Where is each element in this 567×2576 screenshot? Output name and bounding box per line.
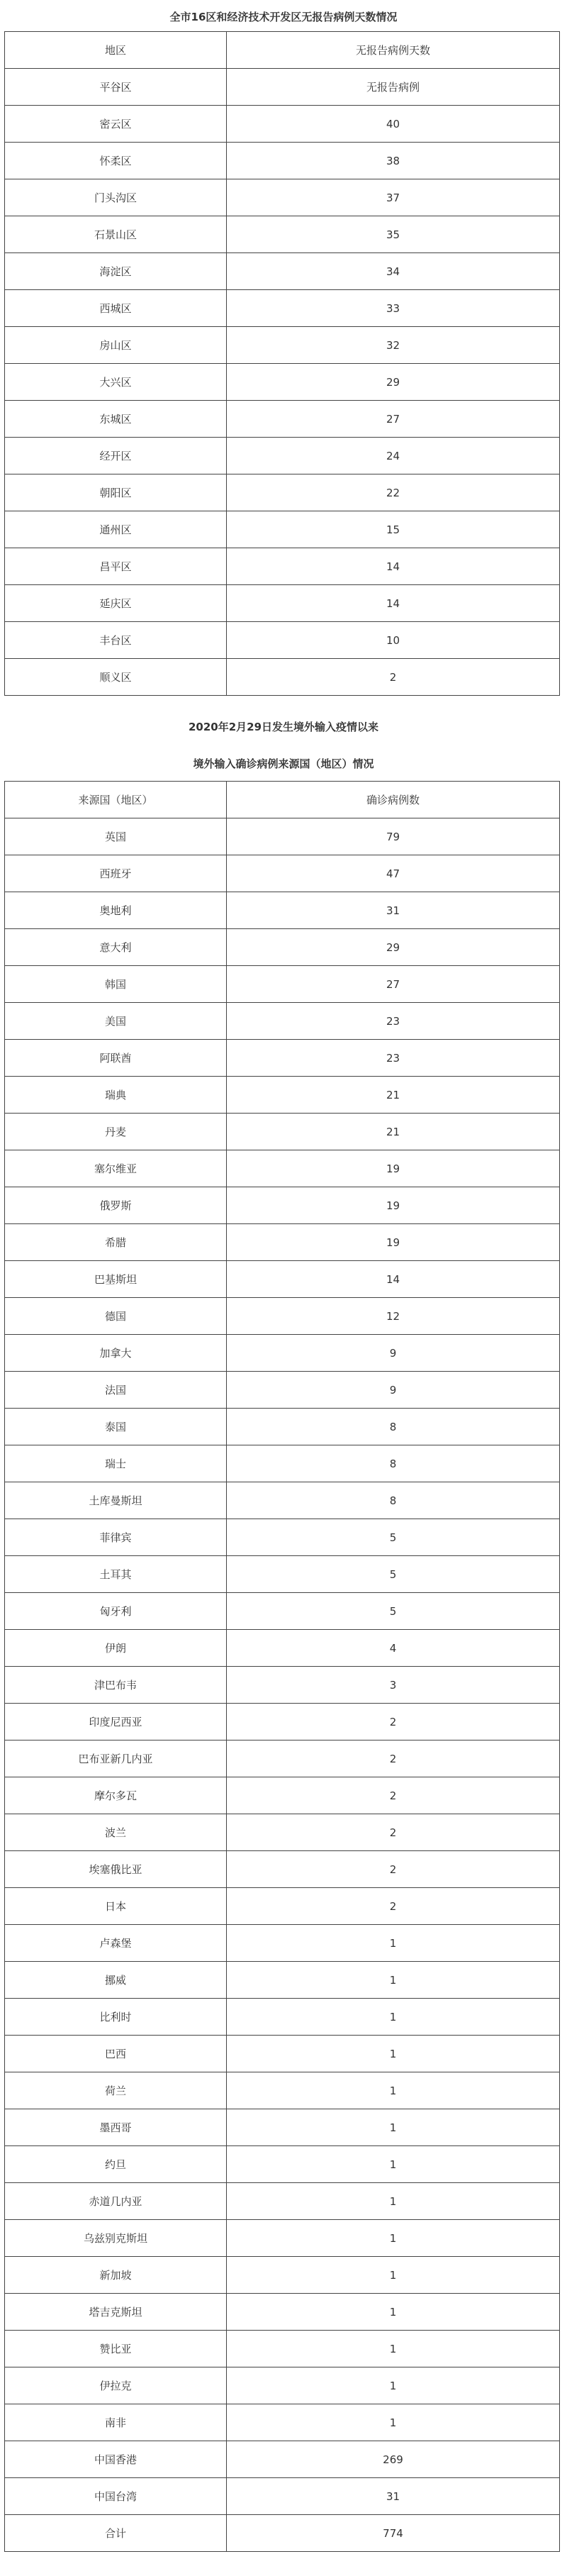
row-label-cell: 希腊	[5, 1224, 227, 1261]
row-value-cell: 9	[227, 1372, 560, 1409]
row-value-cell: 1	[227, 2183, 560, 2220]
table-row	[5, 1667, 560, 1704]
row-value-cell: 1	[227, 2109, 560, 2146]
table-row	[5, 1224, 560, 1261]
table-row	[5, 1704, 560, 1741]
row-label-cell: 通州区	[5, 511, 227, 548]
row-value-cell: 1	[227, 1962, 560, 1999]
row-label-cell: 丰台区	[5, 622, 227, 659]
table-row	[5, 892, 560, 929]
row-label-cell: 德国	[5, 1298, 227, 1335]
imported-cases-table	[4, 781, 560, 2552]
row-value-cell: 32	[227, 327, 560, 364]
row-value-cell: 4	[227, 1630, 560, 1667]
header-cell-district: 地区	[5, 32, 227, 69]
table-row	[5, 2441, 560, 2478]
row-value-cell: 34	[227, 253, 560, 290]
row-label-cell: 丹麦	[5, 1114, 227, 1150]
row-label-cell: 卢森堡	[5, 1925, 227, 1962]
header-cell-count: 确诊病例数	[227, 782, 560, 818]
table-row	[5, 253, 560, 290]
row-value-cell: 15	[227, 511, 560, 548]
row-value-cell: 1	[227, 1999, 560, 2036]
table-row	[5, 1445, 560, 1482]
table-row	[5, 474, 560, 511]
row-value-cell: 2	[227, 1888, 560, 1925]
row-value-cell: 1	[227, 2146, 560, 2183]
row-value-cell: 8	[227, 1409, 560, 1445]
table-row	[5, 2515, 560, 2552]
table-row	[5, 1114, 560, 1150]
table-header-row	[5, 782, 560, 818]
row-value-cell: 1	[227, 2367, 560, 2404]
row-value-cell: 14	[227, 1261, 560, 1298]
row-label-cell: 加拿大	[5, 1335, 227, 1372]
table-row	[5, 548, 560, 585]
table-row	[5, 106, 560, 143]
row-label-cell: 墨西哥	[5, 2109, 227, 2146]
table-row	[5, 659, 560, 696]
row-value-cell: 21	[227, 1114, 560, 1150]
row-label-cell: 土耳其	[5, 1556, 227, 1593]
row-label-cell: 奥地利	[5, 892, 227, 929]
row-label-cell: 伊朗	[5, 1630, 227, 1667]
row-value-cell: 14	[227, 548, 560, 585]
row-value-cell: 27	[227, 966, 560, 1003]
row-label-cell: 新加坡	[5, 2257, 227, 2294]
row-value-cell: 2	[227, 1777, 560, 1814]
row-label-cell: 昌平区	[5, 548, 227, 585]
row-label-cell: 比利时	[5, 1999, 227, 2036]
table-row	[5, 585, 560, 622]
row-value-cell: 2	[227, 1704, 560, 1741]
row-label-cell: 顺义区	[5, 659, 227, 696]
table2-title-line2: 境外输入确诊病例来源国（地区）情况	[193, 757, 374, 770]
row-value-cell: 2	[227, 1814, 560, 1851]
row-value-cell: 14	[227, 585, 560, 622]
row-value-cell: 1	[227, 1925, 560, 1962]
row-value-cell: 1	[227, 2331, 560, 2367]
row-label-cell: 怀柔区	[5, 143, 227, 179]
table-row	[5, 1999, 560, 2036]
row-label-cell: 英国	[5, 818, 227, 855]
table-row	[5, 2367, 560, 2404]
row-label-cell: 阿联酋	[5, 1040, 227, 1077]
row-label-cell: 石景山区	[5, 216, 227, 253]
table-row	[5, 179, 560, 216]
table-row	[5, 818, 560, 855]
table1-title: 全市16区和经济技术开发区无报告病例天数情况	[169, 11, 398, 23]
row-label-cell: 合计	[5, 2515, 227, 2552]
row-label-cell: 延庆区	[5, 585, 227, 622]
row-value-cell: 37	[227, 179, 560, 216]
row-value-cell: 1	[227, 2257, 560, 2294]
row-value-cell: 5	[227, 1593, 560, 1630]
table-row	[5, 1150, 560, 1187]
row-label-cell: 密云区	[5, 106, 227, 143]
table-row	[5, 1482, 560, 1519]
row-label-cell: 意大利	[5, 929, 227, 966]
table-header-row	[5, 32, 560, 69]
row-value-cell: 8	[227, 1445, 560, 1482]
header-cell-days: 无报告病例天数	[227, 32, 560, 69]
row-label-cell: 东城区	[5, 401, 227, 438]
row-value-cell: 1	[227, 2072, 560, 2109]
table-row	[5, 1851, 560, 1888]
row-value-cell: 24	[227, 438, 560, 474]
table-row	[5, 2257, 560, 2294]
row-label-cell: 匈牙利	[5, 1593, 227, 1630]
table-row	[5, 2294, 560, 2331]
row-label-cell: 约旦	[5, 2146, 227, 2183]
row-label-cell: 伊拉克	[5, 2367, 227, 2404]
row-value-cell: 3	[227, 1667, 560, 1704]
row-value-cell: 31	[227, 2478, 560, 2515]
table-row	[5, 1962, 560, 1999]
row-label-cell: 瑞典	[5, 1077, 227, 1114]
row-value-cell: 47	[227, 855, 560, 892]
row-value-cell: 1	[227, 2220, 560, 2257]
row-value-cell: 无报告病例	[227, 69, 560, 106]
row-label-cell: 美国	[5, 1003, 227, 1040]
table-row	[5, 1261, 560, 1298]
table-row	[5, 2331, 560, 2367]
row-value-cell: 1	[227, 2404, 560, 2441]
row-value-cell: 33	[227, 290, 560, 327]
row-label-cell: 赤道几内亚	[5, 2183, 227, 2220]
row-label-cell: 印度尼西亚	[5, 1704, 227, 1741]
row-value-cell: 8	[227, 1482, 560, 1519]
row-label-cell: 俄罗斯	[5, 1187, 227, 1224]
row-label-cell: 塞尔维亚	[5, 1150, 227, 1187]
table-row	[5, 1077, 560, 1114]
row-label-cell: 埃塞俄比亚	[5, 1851, 227, 1888]
row-value-cell: 79	[227, 818, 560, 855]
table-row	[5, 2183, 560, 2220]
row-label-cell: 大兴区	[5, 364, 227, 401]
no-case-days-table	[4, 31, 560, 696]
table-row	[5, 2036, 560, 2072]
row-label-cell: 中国台湾	[5, 2478, 227, 2515]
row-label-cell: 中国香港	[5, 2441, 227, 2478]
table-row	[5, 327, 560, 364]
row-value-cell: 31	[227, 892, 560, 929]
table-row	[5, 1888, 560, 1925]
table-row	[5, 69, 560, 106]
row-value-cell: 19	[227, 1224, 560, 1261]
row-value-cell: 27	[227, 401, 560, 438]
row-label-cell: 土库曼斯坦	[5, 1482, 227, 1519]
row-value-cell: 19	[227, 1187, 560, 1224]
row-label-cell: 巴基斯坦	[5, 1261, 227, 1298]
table-row	[5, 1925, 560, 1962]
row-label-cell: 朝阳区	[5, 474, 227, 511]
table-row	[5, 622, 560, 659]
row-label-cell: 塔吉克斯坦	[5, 2294, 227, 2331]
row-value-cell: 2	[227, 659, 560, 696]
row-label-cell: 门头沟区	[5, 179, 227, 216]
table-row	[5, 1519, 560, 1556]
row-label-cell: 荷兰	[5, 2072, 227, 2109]
table-row	[5, 1040, 560, 1077]
row-label-cell: 菲律宾	[5, 1519, 227, 1556]
row-label-cell: 巴西	[5, 2036, 227, 2072]
row-value-cell: 35	[227, 216, 560, 253]
header-cell-origin: 来源国（地区）	[5, 782, 227, 818]
table-row	[5, 143, 560, 179]
table-row	[5, 1187, 560, 1224]
row-value-cell: 2	[227, 1741, 560, 1777]
table-row	[5, 2146, 560, 2183]
row-value-cell: 9	[227, 1335, 560, 1372]
table-row	[5, 1372, 560, 1409]
row-value-cell: 38	[227, 143, 560, 179]
row-value-cell: 1	[227, 2294, 560, 2331]
row-label-cell: 巴布亚新几内亚	[5, 1741, 227, 1777]
table-row	[5, 2478, 560, 2515]
table-row	[5, 1741, 560, 1777]
table-row	[5, 1298, 560, 1335]
row-label-cell: 法国	[5, 1372, 227, 1409]
row-label-cell: 赞比亚	[5, 2331, 227, 2367]
row-label-cell: 经开区	[5, 438, 227, 474]
row-label-cell: 乌兹别克斯坦	[5, 2220, 227, 2257]
table-row	[5, 1814, 560, 1851]
row-value-cell: 23	[227, 1003, 560, 1040]
row-value-cell: 5	[227, 1556, 560, 1593]
row-value-cell: 19	[227, 1150, 560, 1187]
table-row	[5, 2404, 560, 2441]
table-row	[5, 1777, 560, 1814]
row-value-cell: 10	[227, 622, 560, 659]
table-row	[5, 1335, 560, 1372]
row-value-cell: 1	[227, 2036, 560, 2072]
table-row	[5, 929, 560, 966]
table-row	[5, 966, 560, 1003]
row-label-cell: 南非	[5, 2404, 227, 2441]
row-value-cell: 29	[227, 929, 560, 966]
table-row	[5, 401, 560, 438]
row-value-cell: 5	[227, 1519, 560, 1556]
row-label-cell: 韩国	[5, 966, 227, 1003]
table-row	[5, 511, 560, 548]
row-value-cell: 12	[227, 1298, 560, 1335]
row-label-cell: 西班牙	[5, 855, 227, 892]
table-row	[5, 438, 560, 474]
table-row	[5, 290, 560, 327]
table-row	[5, 1593, 560, 1630]
row-label-cell: 摩尔多瓦	[5, 1777, 227, 1814]
row-label-cell: 日本	[5, 1888, 227, 1925]
table-row	[5, 855, 560, 892]
table2-title-line1: 2020年2月29日发生境外输入疫情以来	[188, 721, 379, 733]
table-row	[5, 1003, 560, 1040]
table-row	[5, 1556, 560, 1593]
row-value-cell: 23	[227, 1040, 560, 1077]
row-label-cell: 西城区	[5, 290, 227, 327]
row-value-cell: 22	[227, 474, 560, 511]
table-row	[5, 1409, 560, 1445]
row-label-cell: 平谷区	[5, 69, 227, 106]
row-label-cell: 津巴布韦	[5, 1667, 227, 1704]
table-row	[5, 2109, 560, 2146]
table-row	[5, 2220, 560, 2257]
row-label-cell: 瑞士	[5, 1445, 227, 1482]
table-row	[5, 216, 560, 253]
row-label-cell: 泰国	[5, 1409, 227, 1445]
table-row	[5, 1630, 560, 1667]
row-value-cell: 40	[227, 106, 560, 143]
row-value-cell: 2	[227, 1851, 560, 1888]
table-row	[5, 364, 560, 401]
row-value-cell: 21	[227, 1077, 560, 1114]
row-value-cell: 29	[227, 364, 560, 401]
row-label-cell: 房山区	[5, 327, 227, 364]
row-label-cell: 波兰	[5, 1814, 227, 1851]
table-row	[5, 2072, 560, 2109]
row-value-cell: 269	[227, 2441, 560, 2478]
row-label-cell: 挪威	[5, 1962, 227, 1999]
row-value-cell: 774	[227, 2515, 560, 2552]
row-label-cell: 海淀区	[5, 253, 227, 290]
